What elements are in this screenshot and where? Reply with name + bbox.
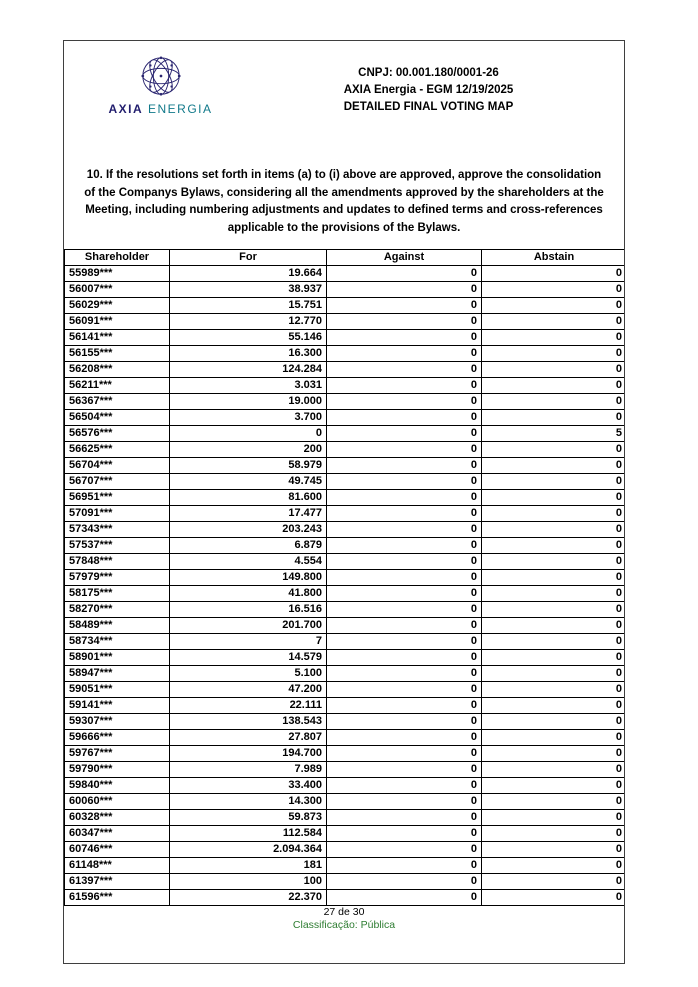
table-row — [65, 730, 626, 746]
abstain-cell: 0 — [482, 538, 626, 554]
table-row — [65, 746, 626, 762]
logo-text-energia: ENERGIA — [148, 102, 213, 116]
shareholder-cell: 56155*** — [65, 346, 170, 362]
against-cell: 0 — [327, 650, 482, 666]
shareholder-cell: 56625*** — [65, 442, 170, 458]
for-cell: 7.989 — [170, 762, 327, 778]
logo-wordmark — [108, 102, 212, 116]
against-cell: 0 — [327, 266, 482, 282]
shareholder-cell: 59051*** — [65, 682, 170, 698]
abstain-cell: 0 — [482, 282, 626, 298]
table-row — [65, 378, 626, 394]
abstain-cell: 0 — [482, 586, 626, 602]
resolution-paragraph: 10. If the resolutions set forth in items (a) to (i) above are approved, approve the consolidation of the Companys Bylaws, considering all the amendments approved by the shareholders at the Meeting, including numbering adjustments and updates to defined terms and cross-references applicable to the provisions of the Bylaws. — [84, 169, 604, 234]
shareholder-cell: 57343*** — [65, 522, 170, 538]
abstain-cell: 0 — [482, 570, 626, 586]
for-cell: 4.554 — [170, 554, 327, 570]
abstain-cell: 0 — [482, 826, 626, 842]
for-cell: 3.700 — [170, 410, 327, 426]
abstain-cell: 0 — [482, 522, 626, 538]
meeting-line: AXIA Energia - EGM 12/19/2025 — [343, 84, 514, 96]
table-row — [65, 666, 626, 682]
for-cell: 19.000 — [170, 394, 327, 410]
shareholder-cell: 57848*** — [65, 554, 170, 570]
for-cell: 49.745 — [170, 474, 327, 490]
table-row — [65, 474, 626, 490]
for-cell: 200 — [170, 442, 327, 458]
abstain-cell: 0 — [482, 714, 626, 730]
for-cell: 6.879 — [170, 538, 327, 554]
page-footer — [64, 906, 624, 932]
shareholder-cell: 58734*** — [65, 634, 170, 650]
shareholder-cell: 56367*** — [65, 394, 170, 410]
abstain-cell: 0 — [482, 730, 626, 746]
shareholder-cell: 59767*** — [65, 746, 170, 762]
page-number: 27 de 30 — [323, 906, 365, 918]
shareholder-cell: 61148*** — [65, 858, 170, 874]
shareholder-cell: 57091*** — [65, 506, 170, 522]
against-cell: 0 — [327, 586, 482, 602]
table-row — [65, 570, 626, 586]
abstain-cell: 0 — [482, 458, 626, 474]
for-cell: 7 — [170, 634, 327, 650]
shareholder-cell: 56208*** — [65, 362, 170, 378]
abstain-cell: 0 — [482, 762, 626, 778]
shareholder-cell: 56704*** — [65, 458, 170, 474]
voting-table — [64, 249, 625, 906]
table-row — [65, 858, 626, 874]
shareholder-cell: 56091*** — [65, 314, 170, 330]
for-cell: 19.664 — [170, 266, 327, 282]
against-cell: 0 — [327, 282, 482, 298]
abstain-cell: 0 — [482, 890, 626, 906]
shareholder-cell: 59790*** — [65, 762, 170, 778]
for-cell: 22.370 — [170, 890, 327, 906]
table-row — [65, 778, 626, 794]
col-header-shareholder: Shareholder — [65, 250, 170, 266]
for-cell: 194.700 — [170, 746, 327, 762]
against-cell: 0 — [327, 410, 482, 426]
for-cell: 3.031 — [170, 378, 327, 394]
document-page — [63, 40, 625, 964]
for-cell: 14.300 — [170, 794, 327, 810]
for-cell: 59.873 — [170, 810, 327, 826]
for-cell: 149.800 — [170, 570, 327, 586]
axia-logo — [78, 49, 243, 137]
abstain-cell: 0 — [482, 874, 626, 890]
shareholder-cell: 55989*** — [65, 266, 170, 282]
for-cell: 41.800 — [170, 586, 327, 602]
table-row — [65, 266, 626, 282]
against-cell: 0 — [327, 762, 482, 778]
shareholder-cell: 61397*** — [65, 874, 170, 890]
abstain-cell: 0 — [482, 314, 626, 330]
table-row — [65, 554, 626, 570]
against-cell: 0 — [327, 314, 482, 330]
for-cell: 27.807 — [170, 730, 327, 746]
against-cell: 0 — [327, 490, 482, 506]
table-row — [65, 410, 626, 426]
against-cell: 0 — [327, 810, 482, 826]
for-cell: 55.146 — [170, 330, 327, 346]
abstain-cell: 0 — [482, 490, 626, 506]
against-cell: 0 — [327, 474, 482, 490]
col-header-for: For — [170, 250, 327, 266]
col-header-against: Against — [327, 250, 482, 266]
shareholder-cell: 60347*** — [65, 826, 170, 842]
abstain-cell: 0 — [482, 394, 626, 410]
against-cell: 0 — [327, 426, 482, 442]
abstain-cell: 0 — [482, 378, 626, 394]
table-row — [65, 810, 626, 826]
abstain-cell: 0 — [482, 746, 626, 762]
table-row — [65, 458, 626, 474]
for-cell: 33.400 — [170, 778, 327, 794]
logo-text-axia: AXIA — [108, 102, 144, 116]
against-cell: 0 — [327, 746, 482, 762]
shareholder-cell: 58175*** — [65, 586, 170, 602]
shareholder-cell: 57537*** — [65, 538, 170, 554]
table-row — [65, 714, 626, 730]
for-cell: 138.543 — [170, 714, 327, 730]
for-cell: 12.770 — [170, 314, 327, 330]
for-cell: 17.477 — [170, 506, 327, 522]
abstain-cell: 5 — [482, 426, 626, 442]
table-row — [65, 650, 626, 666]
shareholder-cell: 56576*** — [65, 426, 170, 442]
for-cell: 16.516 — [170, 602, 327, 618]
abstain-cell: 0 — [482, 650, 626, 666]
table-row — [65, 890, 626, 906]
table-row — [65, 282, 626, 298]
shareholder-cell: 59666*** — [65, 730, 170, 746]
for-cell: 14.579 — [170, 650, 327, 666]
table-row — [65, 634, 626, 650]
shareholder-cell: 56141*** — [65, 330, 170, 346]
table-row — [65, 586, 626, 602]
table-row — [65, 442, 626, 458]
abstain-cell: 0 — [482, 410, 626, 426]
against-cell: 0 — [327, 634, 482, 650]
for-cell: 58.979 — [170, 458, 327, 474]
table-row — [65, 298, 626, 314]
abstain-cell: 0 — [482, 298, 626, 314]
table-row — [65, 426, 626, 442]
shareholder-cell: 59141*** — [65, 698, 170, 714]
shareholder-cell: 57979*** — [65, 570, 170, 586]
table-row — [65, 506, 626, 522]
shareholder-cell: 58901*** — [65, 650, 170, 666]
shareholder-cell: 56951*** — [65, 490, 170, 506]
table-row — [65, 698, 626, 714]
abstain-cell: 0 — [482, 506, 626, 522]
for-cell: 124.284 — [170, 362, 327, 378]
table-row — [65, 762, 626, 778]
shareholder-cell: 59840*** — [65, 778, 170, 794]
table-row — [65, 682, 626, 698]
table-row — [65, 538, 626, 554]
abstain-cell: 0 — [482, 602, 626, 618]
against-cell: 0 — [327, 890, 482, 906]
header-title-block — [243, 49, 614, 137]
shareholder-cell: 60060*** — [65, 794, 170, 810]
abstain-cell: 0 — [482, 618, 626, 634]
against-cell: 0 — [327, 842, 482, 858]
table-row — [65, 490, 626, 506]
against-cell: 0 — [327, 698, 482, 714]
abstain-cell: 0 — [482, 794, 626, 810]
cnpj-line: CNPJ: 00.001.180/0001-26 — [358, 67, 499, 79]
against-cell: 0 — [327, 682, 482, 698]
against-cell: 0 — [327, 346, 482, 362]
abstain-cell: 0 — [482, 330, 626, 346]
against-cell: 0 — [327, 362, 482, 378]
table-row — [65, 522, 626, 538]
document-title: DETAILED FINAL VOTING MAP — [343, 101, 514, 113]
against-cell: 0 — [327, 858, 482, 874]
for-cell: 15.751 — [170, 298, 327, 314]
table-header-row — [65, 250, 626, 266]
shareholder-cell: 58270*** — [65, 602, 170, 618]
abstain-cell: 0 — [482, 346, 626, 362]
against-cell: 0 — [327, 714, 482, 730]
document-header — [64, 41, 624, 137]
for-cell: 100 — [170, 874, 327, 890]
shareholder-cell: 56007*** — [65, 282, 170, 298]
table-row — [65, 842, 626, 858]
for-cell: 16.300 — [170, 346, 327, 362]
abstain-cell: 0 — [482, 698, 626, 714]
abstain-cell: 0 — [482, 666, 626, 682]
table-row — [65, 314, 626, 330]
table-row — [65, 602, 626, 618]
shareholder-cell: 61596*** — [65, 890, 170, 906]
for-cell: 112.584 — [170, 826, 327, 842]
table-row — [65, 618, 626, 634]
for-cell: 203.243 — [170, 522, 327, 538]
against-cell: 0 — [327, 522, 482, 538]
abstain-cell: 0 — [482, 858, 626, 874]
abstain-cell: 0 — [482, 682, 626, 698]
for-cell: 5.100 — [170, 666, 327, 682]
shareholder-cell: 56211*** — [65, 378, 170, 394]
against-cell: 0 — [327, 378, 482, 394]
axia-globe-icon — [138, 53, 184, 99]
against-cell: 0 — [327, 602, 482, 618]
for-cell: 22.111 — [170, 698, 327, 714]
for-cell: 201.700 — [170, 618, 327, 634]
col-header-abstain: Abstain — [482, 250, 626, 266]
abstain-cell: 0 — [482, 842, 626, 858]
shareholder-cell: 59307*** — [65, 714, 170, 730]
against-cell: 0 — [327, 570, 482, 586]
table-row — [65, 346, 626, 362]
against-cell: 0 — [327, 730, 482, 746]
shareholder-cell: 60746*** — [65, 842, 170, 858]
against-cell: 0 — [327, 794, 482, 810]
abstain-cell: 0 — [482, 778, 626, 794]
against-cell: 0 — [327, 330, 482, 346]
against-cell: 0 — [327, 618, 482, 634]
against-cell: 0 — [327, 874, 482, 890]
abstain-cell: 0 — [482, 810, 626, 826]
table-row — [65, 362, 626, 378]
abstain-cell: 0 — [482, 442, 626, 458]
against-cell: 0 — [327, 442, 482, 458]
abstain-cell: 0 — [482, 266, 626, 282]
for-cell: 2.094.364 — [170, 842, 327, 858]
against-cell: 0 — [327, 778, 482, 794]
abstain-cell: 0 — [482, 634, 626, 650]
voting-table-body — [65, 266, 626, 906]
against-cell: 0 — [327, 826, 482, 842]
abstain-cell: 0 — [482, 554, 626, 570]
shareholder-cell: 56029*** — [65, 298, 170, 314]
against-cell: 0 — [327, 538, 482, 554]
against-cell: 0 — [327, 554, 482, 570]
classification-label: Classificação: Pública — [292, 919, 396, 931]
table-row — [65, 874, 626, 890]
table-row — [65, 794, 626, 810]
shareholder-cell: 56707*** — [65, 474, 170, 490]
shareholder-cell: 60328*** — [65, 810, 170, 826]
table-row — [65, 330, 626, 346]
shareholder-cell: 58489*** — [65, 618, 170, 634]
against-cell: 0 — [327, 506, 482, 522]
for-cell: 81.600 — [170, 490, 327, 506]
against-cell: 0 — [327, 666, 482, 682]
for-cell: 0 — [170, 426, 327, 442]
shareholder-cell: 58947*** — [65, 666, 170, 682]
for-cell: 38.937 — [170, 282, 327, 298]
against-cell: 0 — [327, 298, 482, 314]
table-row — [65, 394, 626, 410]
shareholder-cell: 56504*** — [65, 410, 170, 426]
against-cell: 0 — [327, 394, 482, 410]
against-cell: 0 — [327, 458, 482, 474]
abstain-cell: 0 — [482, 474, 626, 490]
abstain-cell: 0 — [482, 362, 626, 378]
for-cell: 181 — [170, 858, 327, 874]
for-cell: 47.200 — [170, 682, 327, 698]
table-row — [65, 826, 626, 842]
